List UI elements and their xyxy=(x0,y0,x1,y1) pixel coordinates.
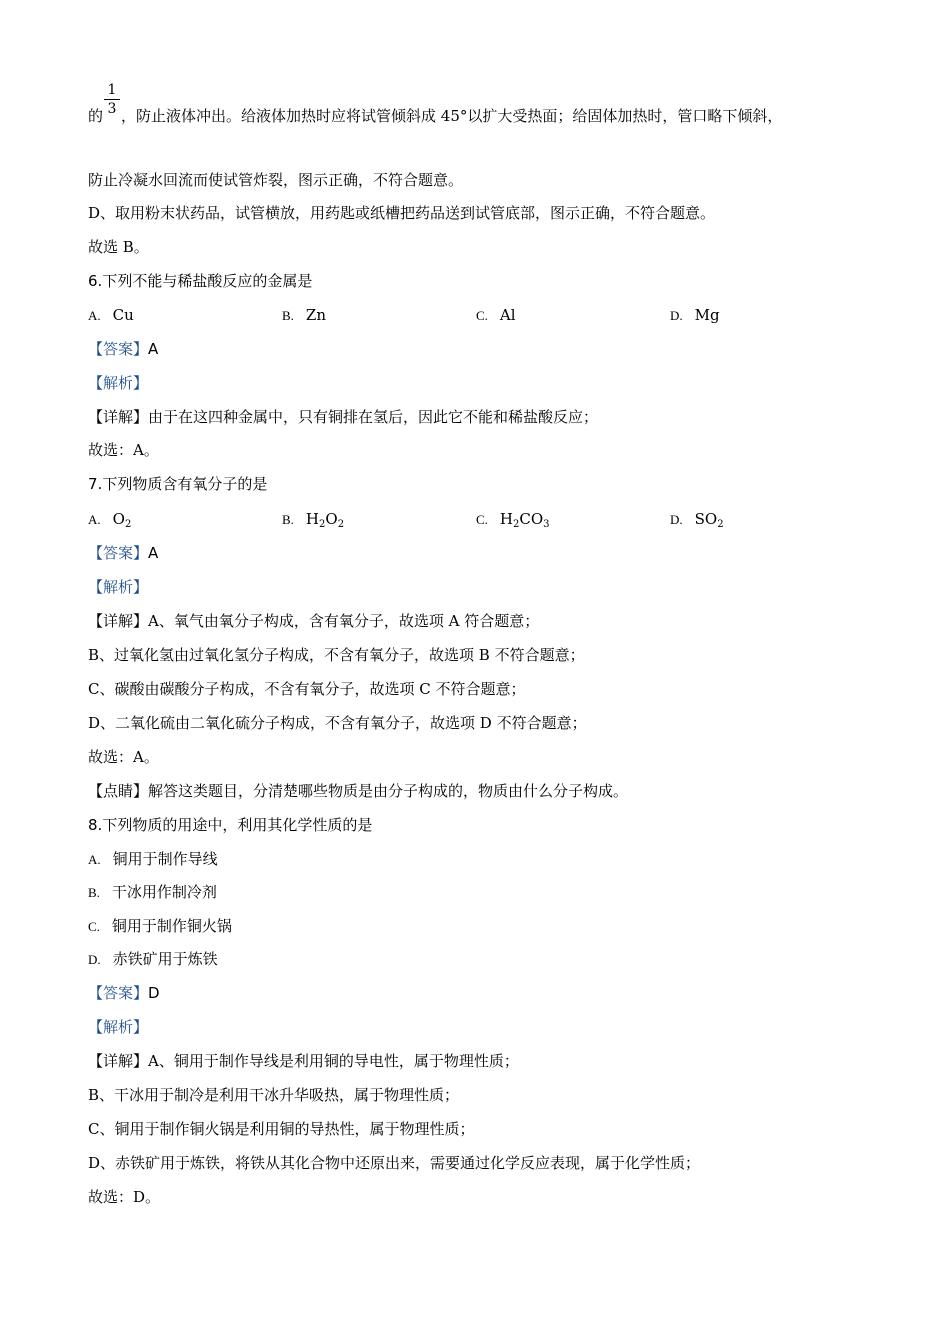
detail-tag: 【详解】 xyxy=(88,1052,149,1070)
option-text: 赤铁矿用于炼铁 xyxy=(112,950,218,968)
formula-subscript: 2 xyxy=(337,519,345,530)
q7-number: 7. xyxy=(88,475,103,493)
q7-detail-b: B、过氧化氢由过氧化氢分子构成，不含有氧分子，故选项 B 不符合题意； xyxy=(88,646,585,664)
q8-detail-b: B、干冰用于制冷是利用干冰升华吸热，属于物理性质； xyxy=(88,1086,460,1104)
option-key: D. xyxy=(88,952,101,967)
option-key: A. xyxy=(88,308,101,323)
q7-analysis-tag xyxy=(88,577,148,597)
formula-part: H xyxy=(305,510,320,528)
q8-conclusion: 故选：D。 xyxy=(88,1188,161,1206)
q7-conclusion: 故选：A。 xyxy=(88,748,159,766)
q6-option-b xyxy=(282,305,326,326)
detail-text: 由于在这四种金属中，只有铜排在氢后，因此它不能和稀盐酸反应； xyxy=(148,408,599,426)
formula-part: O xyxy=(112,510,125,528)
q8-option-d xyxy=(88,949,218,970)
q8-stem xyxy=(88,815,372,835)
q6-detail xyxy=(88,407,598,427)
option-text: 干冰用作制冷剂 xyxy=(111,883,217,901)
q8-detail-a xyxy=(88,1051,519,1071)
q6-conclusion: 故选：A。 xyxy=(88,441,159,459)
tip-text: 解答这类题目，分清楚哪些物质是由分子构成的，物质由什么分子构成。 xyxy=(148,782,629,800)
q6-analysis-tag xyxy=(88,373,148,393)
q7-stem xyxy=(88,474,267,494)
q8-answer xyxy=(88,983,160,1003)
option-key: A. xyxy=(88,512,101,527)
q8-option-a xyxy=(88,849,218,870)
analysis-tag: 【解析】 xyxy=(88,1018,149,1036)
option-key: B. xyxy=(88,885,100,900)
answer-value: D xyxy=(148,984,160,1002)
carry-line-1-pre: 的 xyxy=(88,107,104,125)
q7-option-b xyxy=(282,509,344,535)
option-key: B. xyxy=(282,308,294,323)
carry-line-2: 防止冷凝水回流而使试管炸裂，图示正确，不符合题意。 xyxy=(88,171,464,189)
q6-option-a xyxy=(88,305,134,326)
q7-stem-text: 下列物质含有氧分子的是 xyxy=(102,475,268,493)
detail-tag: 【详解】 xyxy=(88,408,149,426)
option-key: C. xyxy=(88,919,100,934)
analysis-tag: 【解析】 xyxy=(88,374,149,392)
option-text: 铜用于制作铜火锅 xyxy=(111,917,232,935)
option-text: Mg xyxy=(694,306,720,324)
q8-number: 8. xyxy=(88,816,103,834)
carry-line-1-post: ，防止液体冲出。给液体加热时应将试管倾斜成 45°以扩大受热面；给固体加热时，管口略下倾斜， xyxy=(121,107,783,125)
q7-option-d xyxy=(670,509,724,535)
carry-line-1 xyxy=(88,106,782,126)
q8-stem-text: 下列物质的用途中，利用其化学性质的是 xyxy=(102,816,373,834)
q7-option-c xyxy=(476,509,550,535)
formula-subscript: 2 xyxy=(319,519,326,530)
q8-option-c xyxy=(88,916,232,937)
q8-option-b xyxy=(88,882,217,903)
option-key: C. xyxy=(476,308,488,323)
detail-text: A、氧气由氧分子构成，含有氧分子，故选项 A 符合题意； xyxy=(148,612,540,630)
answer-tag: 【答案】 xyxy=(88,340,149,358)
formula-subscript: 2 xyxy=(717,519,724,530)
q8-detail-c: C、铜用于制作铜火锅是利用铜的导热性，属于物理性质； xyxy=(88,1120,475,1138)
q7-detail-a xyxy=(88,611,539,631)
answer-value: A xyxy=(148,544,159,562)
q7-answer xyxy=(88,543,158,563)
q7-detail-c: C、碳酸由碳酸分子构成，不含有氧分子，故选项 C 不符合题意； xyxy=(88,680,526,698)
tip-tag: 【点睛】 xyxy=(88,782,149,800)
option-key: B. xyxy=(282,512,294,527)
analysis-tag: 【解析】 xyxy=(88,578,149,596)
answer-tag: 【答案】 xyxy=(88,544,149,562)
option-key: A. xyxy=(88,852,101,867)
carry-conclusion: 故选 B。 xyxy=(88,238,149,256)
q8-analysis-tag xyxy=(88,1017,148,1037)
option-key: D. xyxy=(670,308,683,323)
formula-subscript: 2 xyxy=(124,519,132,530)
detail-text: A、铜用于制作导线是利用铜的导电性，属于物理性质； xyxy=(148,1052,519,1070)
fraction-bar xyxy=(104,99,120,100)
fraction-denominator: 3 xyxy=(107,101,117,117)
option-key: C. xyxy=(476,512,488,527)
q6-option-d xyxy=(670,305,720,326)
option-text: 铜用于制作导线 xyxy=(112,850,218,868)
answer-tag: 【答案】 xyxy=(88,984,149,1002)
formula-part: SO xyxy=(694,510,718,528)
option-text: Cu xyxy=(112,306,134,324)
answer-value: A xyxy=(148,340,159,358)
formula-part: CO xyxy=(519,510,544,528)
option-text: Al xyxy=(499,306,516,324)
fraction-numerator: 1 xyxy=(107,82,117,98)
formula-part: O xyxy=(325,510,338,528)
q7-detail-d: D、二氧化硫由二氧化硫分子构成，不含有氧分子，故选项 D 不符合题意； xyxy=(88,714,587,732)
carry-line-3: D、取用粉末状药品，试管横放，用药匙或纸槽把药品送到试管底部，图示正确，不符合题意。 xyxy=(88,204,716,222)
option-text: Zn xyxy=(305,306,327,324)
q6-option-c xyxy=(476,305,516,326)
formula-part: H xyxy=(499,510,514,528)
q6-number: 6. xyxy=(88,272,103,290)
q6-answer xyxy=(88,339,158,359)
q6-stem xyxy=(88,271,312,291)
q7-tip xyxy=(88,781,628,801)
q6-stem-text: 下列不能与稀盐酸反应的金属是 xyxy=(102,272,313,290)
detail-tag: 【详解】 xyxy=(88,612,149,630)
q8-detail-d: D、赤铁矿用于炼铁，将铁从其化合物中还原出来，需要通过化学反应表现，属于化学性质； xyxy=(88,1154,701,1172)
formula-subscript: 2 xyxy=(513,519,520,530)
formula-subscript: 3 xyxy=(543,519,550,530)
option-key: D. xyxy=(670,512,683,527)
q7-option-a xyxy=(88,509,131,535)
